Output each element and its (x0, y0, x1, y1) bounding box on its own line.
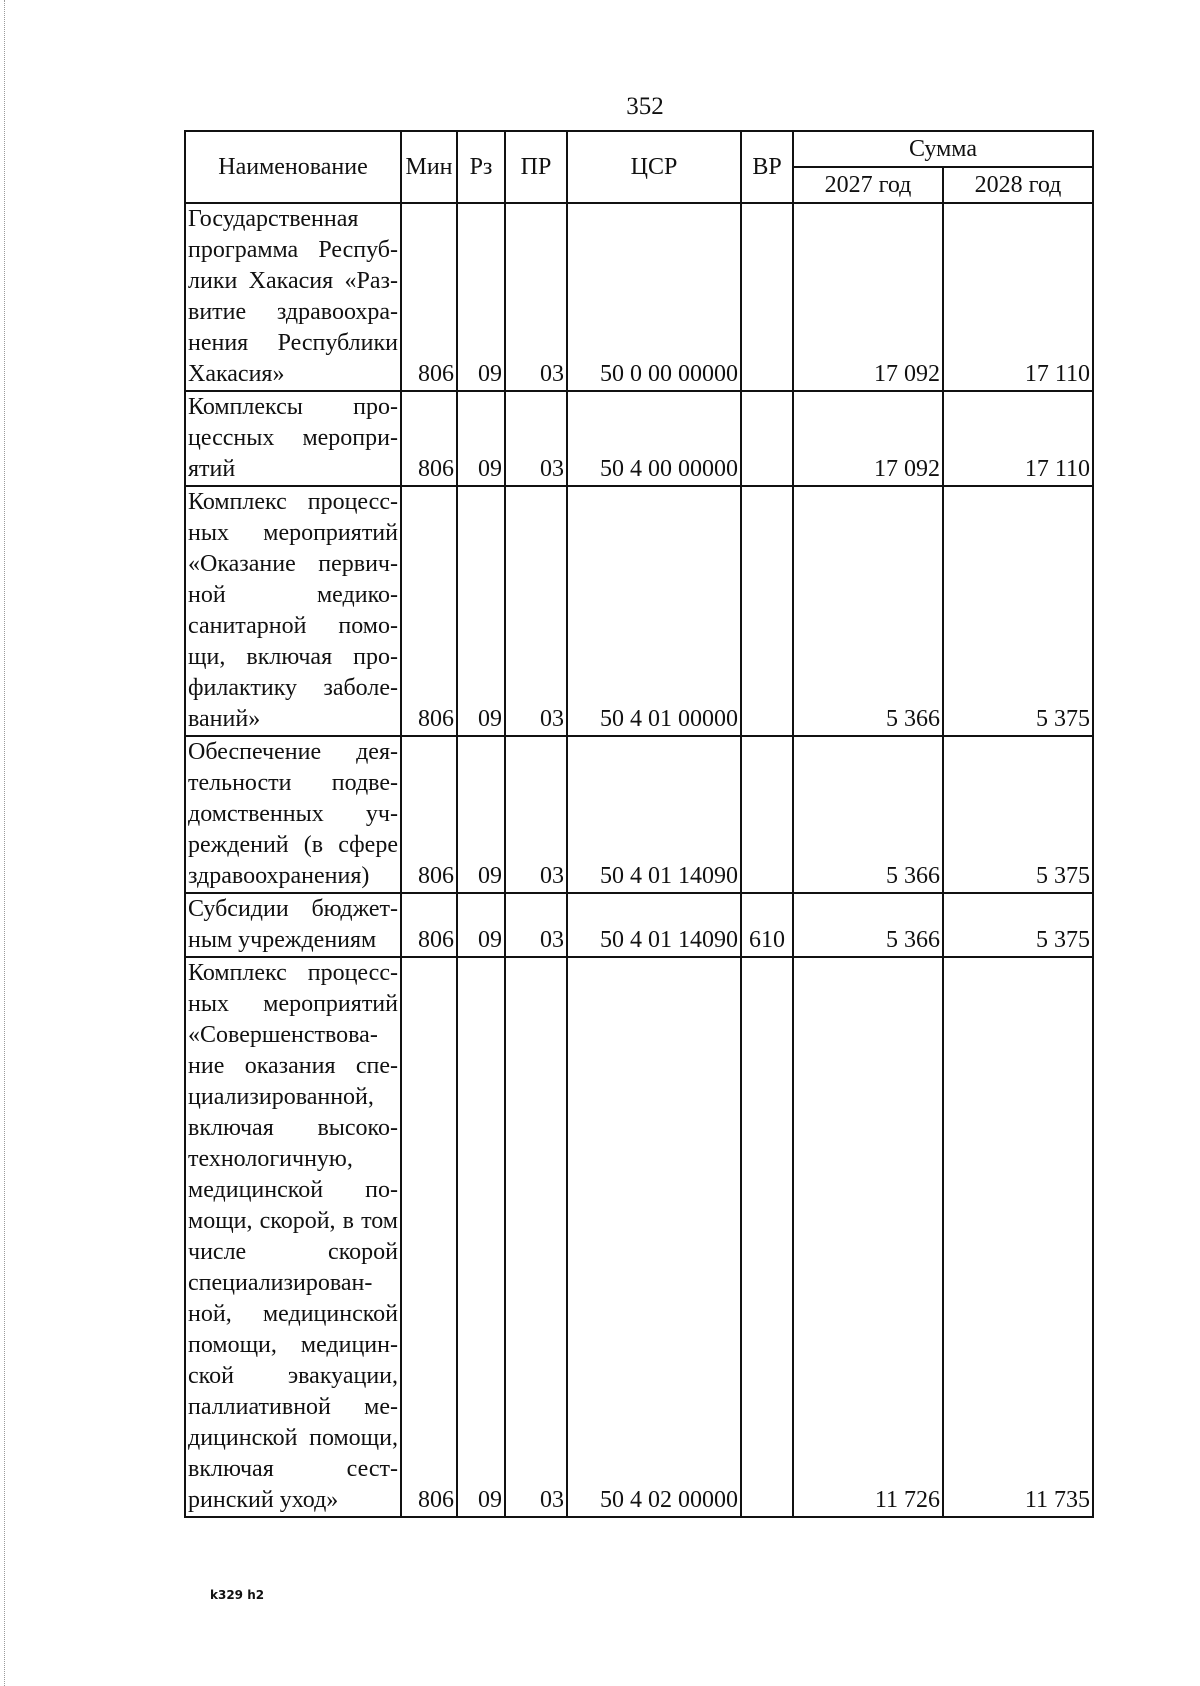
row-name: Комплекс процессных мероприятий «Оказание первичной медико-санитарной помощи, включая профилактику заболеваний» (185, 486, 401, 736)
row-sum-2027: 5 366 (793, 893, 943, 957)
table-body (185, 203, 1093, 1517)
row-pr: 03 (505, 391, 567, 486)
row-rz: 09 (457, 391, 505, 486)
row-csr: 50 4 01 14090 (567, 893, 741, 957)
row-csr: 50 4 02 00000 (567, 957, 741, 1517)
row-pr: 03 (505, 957, 567, 1517)
row-rz: 09 (457, 893, 505, 957)
table-row (185, 736, 1093, 893)
footer-code: k329 h2 (210, 1588, 265, 1602)
scan-edge-line (4, 0, 6, 1686)
row-pr: 03 (505, 893, 567, 957)
row-csr: 50 0 00 00000 (567, 203, 741, 391)
row-min: 806 (401, 957, 457, 1517)
header-name: Наименование (185, 131, 401, 203)
row-name: Комплекс процессных мероприятий «Совершенствование оказания специализированной, включая высокотехнологичную, медицинской помощи, скорой, в том числе скорой специализированной, медицинской помощи, медицинской эвакуации, паллиативной медицинской помощи, включая сестринский уход» (185, 957, 401, 1517)
row-sum-2027: 17 092 (793, 391, 943, 486)
row-sum-2028: 17 110 (943, 203, 1093, 391)
row-name: Обеспечение деятельности подведомственных учреждений (в сфере здравоохранения) (185, 736, 401, 893)
row-vr (741, 486, 793, 736)
row-vr (741, 736, 793, 893)
header-sum: Сумма (793, 131, 1093, 167)
row-vr: 610 (741, 893, 793, 957)
table-row (185, 486, 1093, 736)
table-row (185, 893, 1093, 957)
row-sum-2027: 11 726 (793, 957, 943, 1517)
row-name: Комплексы процессных мероприятий (185, 391, 401, 486)
table-row (185, 957, 1093, 1517)
row-vr (741, 391, 793, 486)
header-rz: Рз (457, 131, 505, 203)
header-min: Мин (401, 131, 457, 203)
row-pr: 03 (505, 203, 567, 391)
row-csr: 50 4 01 14090 (567, 736, 741, 893)
row-min: 806 (401, 893, 457, 957)
header-csr: ЦСР (567, 131, 741, 203)
row-rz: 09 (457, 203, 505, 391)
row-min: 806 (401, 736, 457, 893)
row-rz: 09 (457, 486, 505, 736)
row-min: 806 (401, 391, 457, 486)
row-min: 806 (401, 203, 457, 391)
row-csr: 50 4 00 00000 (567, 391, 741, 486)
row-csr: 50 4 01 00000 (567, 486, 741, 736)
row-vr (741, 203, 793, 391)
header-vr: ВР (741, 131, 793, 203)
row-sum-2028: 17 110 (943, 391, 1093, 486)
row-min: 806 (401, 486, 457, 736)
row-sum-2028: 5 375 (943, 736, 1093, 893)
table-row (185, 391, 1093, 486)
row-sum-2028: 5 375 (943, 893, 1093, 957)
table-header (185, 131, 1093, 203)
row-sum-2027: 17 092 (793, 203, 943, 391)
row-rz: 09 (457, 736, 505, 893)
row-sum-2028: 5 375 (943, 486, 1093, 736)
header-year-2027: 2027 год (793, 167, 943, 203)
table-row (185, 203, 1093, 391)
row-sum-2028: 11 735 (943, 957, 1093, 1517)
row-pr: 03 (505, 486, 567, 736)
row-sum-2027: 5 366 (793, 486, 943, 736)
budget-table (184, 130, 1094, 1518)
row-rz: 09 (457, 957, 505, 1517)
row-sum-2027: 5 366 (793, 736, 943, 893)
row-name: Субсидии бюджетным учреждениям (185, 893, 401, 957)
page-number: 352 (626, 93, 664, 120)
row-vr (741, 957, 793, 1517)
row-pr: 03 (505, 736, 567, 893)
header-pr: ПР (505, 131, 567, 203)
header-year-2028: 2028 год (943, 167, 1093, 203)
row-name: Государственная программа Республики Хакасия «Развитие здравоохранения Республики Хакасия» (185, 203, 401, 391)
